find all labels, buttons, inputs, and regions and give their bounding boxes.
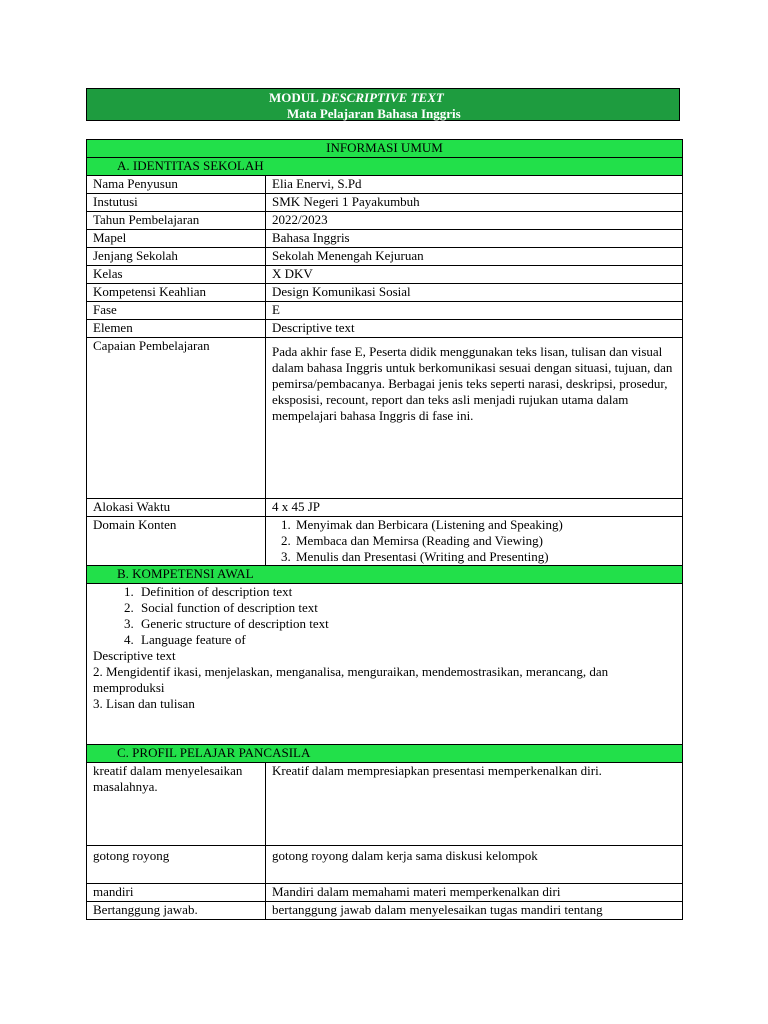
table-row <box>87 230 683 248</box>
table-row <box>87 302 683 320</box>
module-title-prefix: MODUL <box>269 90 319 105</box>
row-value: Bahasa Inggris <box>266 230 683 248</box>
table-row-capaian <box>87 338 683 499</box>
row-label: Elemen <box>87 320 266 338</box>
row-label: Kompetensi Keahlian <box>87 284 266 302</box>
row-label: Fase <box>87 302 266 320</box>
table-row <box>87 846 683 884</box>
row-value: Elia Enervi, S.Pd <box>266 176 683 194</box>
section-profil-pelajar: C. PROFIL PELAJAR PANCASILA <box>87 745 683 763</box>
row-value: X DKV <box>266 266 683 284</box>
list-item: 2. Membaca dan Memirsa (Reading and Viewing) <box>294 533 676 549</box>
row-label: kreatif dalam menyelesaikan masalahnya. <box>87 763 266 846</box>
table-row <box>87 763 683 846</box>
list-item: 3. Menulis dan Presentasi (Writing and Presenting) <box>294 549 676 565</box>
row-label: Alokasi Waktu <box>87 499 266 517</box>
row-value-text: gotong royong dalam kerja sama diskusi kelompok <box>272 848 538 863</box>
kompetensi-list <box>93 584 676 648</box>
table-row-domain <box>87 517 683 566</box>
table-row <box>87 902 683 920</box>
row-value: Mandiri dalam memahami materi memperkenalkan diri <box>266 884 683 902</box>
table-row <box>87 248 683 266</box>
table-row <box>87 284 683 302</box>
kompetensi-line: 2. Mengidentif ikasi, menjelaskan, menganalisa, menguraikan, mendemostrasikan, merancang, dan memproduksi <box>93 664 609 695</box>
table-row <box>87 266 683 284</box>
domain-list-cell <box>266 517 683 566</box>
list-item: 3. Generic structure of description text <box>137 616 676 632</box>
row-label: Mapel <box>87 230 266 248</box>
section-identitas-sekolah: A. IDENTITAS SEKOLAH <box>87 158 683 176</box>
table-row <box>87 176 683 194</box>
row-value: 2022/2023 <box>266 212 683 230</box>
module-title-banner <box>86 88 680 121</box>
table-row <box>87 320 683 338</box>
row-label <box>87 846 266 884</box>
row-label: Bertanggung jawab. <box>87 902 266 920</box>
table-row-kompetensi <box>87 584 683 745</box>
row-label-text: gotong royong <box>93 848 170 863</box>
capaian-paragraph: Pada akhir fase E, Peserta didik menggunakan teks lisan, tulisan dan visual dalam bahasa Inggris untuk berkomunikasi sesuai dengan situasi, tujuan, dan pemirsa/pembacanya. Berbagai jenis teks seperti narasi, deskripsi, prosedur, eksposisi, recount, report dan teks asli menjadi rujukan utama dalam mempelajari bahasa Inggris di fase ini. <box>272 344 673 423</box>
module-title-topic: DESCRIPTIVE TEXT <box>321 90 444 105</box>
module-subtitle: Mata Pelajaran Bahasa Inggris <box>287 106 461 121</box>
capaian-text <box>266 338 683 499</box>
informasi-umum-header: INFORMASI UMUM <box>87 140 683 158</box>
row-value: 4 x 45 JP <box>266 499 683 517</box>
row-value: Kreatif dalam mempresiapkan presentasi memperkenalkan diri. <box>266 763 683 846</box>
row-value: Sekolah Menengah Kejuruan <box>266 248 683 266</box>
table-row <box>87 194 683 212</box>
kompetensi-line: Descriptive text <box>93 648 176 663</box>
row-label: mandiri <box>87 884 266 902</box>
row-value: Design Komunikasi Sosial <box>266 284 683 302</box>
module-title <box>269 90 444 106</box>
row-label: Instutusi <box>87 194 266 212</box>
table-row <box>87 212 683 230</box>
table-row <box>87 499 683 517</box>
kompetensi-line: 3. Lisan dan tulisan <box>93 696 195 711</box>
list-item: 1. Menyimak dan Berbicara (Listening and Speaking) <box>294 517 676 533</box>
list-item: 1. Definition of description text <box>137 584 676 600</box>
list-item: 2. Social function of description text <box>137 600 676 616</box>
section-kompetensi-awal: B. KOMPETENSI AWAL <box>87 566 683 584</box>
row-value: Descriptive text <box>266 320 683 338</box>
kompetensi-cell <box>87 584 683 745</box>
row-label: Nama Penyusun <box>87 176 266 194</box>
row-label: Domain Konten <box>87 517 266 566</box>
row-label: Jenjang Sekolah <box>87 248 266 266</box>
domain-list <box>272 517 676 565</box>
row-label: Tahun Pembelajaran <box>87 212 266 230</box>
module-info-table <box>86 139 683 920</box>
list-item: 4. Language feature of <box>137 632 676 648</box>
row-value: bertanggung jawab dalam menyelesaikan tugas mandiri tentang <box>266 902 683 920</box>
row-value: E <box>266 302 683 320</box>
row-value <box>266 846 683 884</box>
table-row <box>87 884 683 902</box>
row-value: SMK Negeri 1 Payakumbuh <box>266 194 683 212</box>
row-label: Kelas <box>87 266 266 284</box>
row-label: Capaian Pembelajaran <box>87 338 266 499</box>
